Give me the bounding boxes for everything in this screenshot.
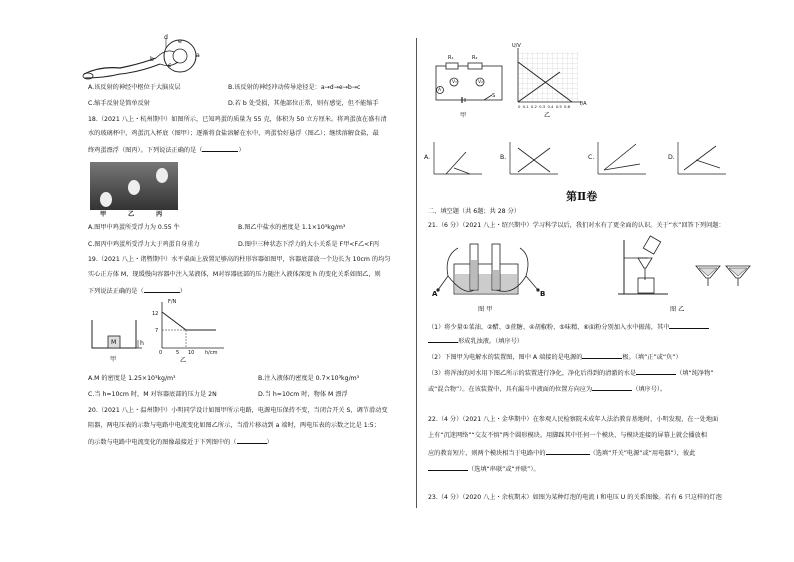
q17-option-d: D.若 b 处受损，其他部位正常，则有感觉，但不能缩手: [228, 100, 379, 107]
q19-line-3: [88, 286, 186, 296]
q17-option-a: A.该反射的神经中枢位于大脑皮层: [88, 84, 181, 91]
section-subtitle: 二、填空题（共 6题；共 28 分）: [428, 208, 520, 215]
q19-line-3-end: ）: [179, 288, 186, 295]
choice-graph-c: [596, 140, 648, 176]
q17-option-b: B.该反射的神经冲动传导途径是：a→d→e→b→c: [228, 84, 361, 91]
voltage-current-graph: [512, 48, 584, 110]
q21-blank-1[interactable]: [669, 322, 709, 329]
figure-caption-yi: 图 乙: [670, 306, 685, 313]
q21-part-1: [428, 322, 709, 332]
graph-ytick-7: 7: [155, 328, 159, 334]
egg-photo: [90, 162, 178, 210]
q22-line-2: 上有“沉迷网络”“交友不慎”两个圆形模块。用脚踩其中任何一个模块，与模块连接的屏幕上就会播放相: [428, 432, 707, 439]
electrolysis-figure: [434, 236, 544, 298]
q21-part-3-text: （3）将浑浊的河水用下图乙所示的装置进行净化，净化后得到的清澈的水是: [428, 370, 637, 377]
q20-answer-blank[interactable]: [237, 437, 267, 444]
q21-part-1-text: （1）将少量①菜油、②醋、③蔗糖、④胡椒粉、⑤味精、⑥面粉分别加入水中振荡，其中: [428, 324, 670, 331]
q21-blank-4[interactable]: [592, 384, 632, 391]
filtration-figure: [608, 236, 758, 298]
q21-part-1b: [428, 336, 523, 346]
q18-option-a: A.图甲中鸡蛋所受浮力为 0.55 牛: [88, 224, 180, 231]
q20-line-1: 20.（2021 八上・温州期中）小明同学设计如图甲所示电路，电源电压保持不变，当闭合开关 S，调节滑动变: [88, 407, 388, 414]
force-depth-graph: [156, 300, 226, 356]
q22-blank-2[interactable]: [428, 464, 468, 471]
egg-jia: [100, 192, 112, 207]
choice-label-a: A.: [424, 154, 431, 161]
q23-line-1: 23.（4 分）（2020 八上・余杭期末）如图为某种灯泡的电流 I 和电压 U 的关系图像。若有 6 只这样的灯泡: [428, 494, 722, 501]
uv-xtick-1: 0.1: [522, 104, 529, 109]
fig-label-e: e: [178, 38, 182, 45]
container-figure: [90, 318, 144, 352]
q22-line-4-end: （选填“串联”或“并联”）。: [468, 466, 540, 473]
uv-xtick-5: 0.5: [555, 104, 562, 109]
graph-xtick-5: 5: [176, 350, 180, 356]
q21-part-2-text: （2）下图甲为电解水的装置图，图中 A 端接的是电源的: [428, 354, 583, 361]
fig-label-d: d: [164, 34, 168, 41]
graph-xtick-10: 10: [188, 350, 195, 356]
uv-graph-ylabel: U/V: [512, 43, 521, 49]
right-column: [420, 0, 794, 562]
electrode-label-a: A: [432, 290, 438, 298]
uv-xtick-3: 0.3: [539, 104, 546, 109]
q20-line-3: [88, 437, 273, 447]
uv-xtick-6: 0.6: [563, 104, 571, 109]
q21-line-1: 21.（6 分）（2021 八上・绍兴期中）学习科学以后，我们对水有了更全面的认识。关于“水”回答下列问题：: [428, 222, 725, 229]
choice-label-b: B.: [500, 154, 507, 161]
electrode-label-b: B: [540, 290, 546, 298]
q19-option-d: D.当 h=10cm 时，物体 M 漂浮: [258, 391, 348, 398]
reflex-arc-figure: [80, 34, 200, 84]
q17-option-c: C.缩手反射是简单反射: [88, 100, 150, 107]
depth-label-h: h: [140, 340, 144, 347]
uv-graph-caption-yi: 乙: [544, 112, 551, 119]
q22-line-3-text: 应的教育短片，则两个模块相当于电路中的: [428, 450, 546, 457]
uv-xtick-0: 0: [518, 104, 521, 109]
q19-option-a: A.M 的密度是 1.25×10³kg/m³: [88, 375, 176, 382]
q22-blank-1[interactable]: [546, 448, 590, 455]
q18-line-1: 18.（2021 八上・杭州期中）如图所示，已知鸡蛋的质量为 55 克，体积为 50 立方厘米。将鸡蛋放在盛有清: [88, 116, 387, 123]
q18-option-c: C.图丙中鸡蛋所受浮力大于鸡蛋自身重力: [88, 241, 200, 248]
photo-label-bing: 丙: [156, 211, 163, 218]
circuit-label-s: S: [492, 93, 496, 99]
q18-line-3-text: 终鸡蛋漂浮（图丙）。下列说法正确的是（: [88, 147, 203, 154]
q21-part-3b: [428, 384, 666, 394]
graph-xtick-0: 0: [159, 350, 163, 356]
circuit-label-v1: V₁: [452, 80, 457, 85]
cube-label-m: M: [111, 339, 117, 346]
uv-xtick-2: 0.2: [530, 104, 537, 109]
choice-label-d: D.: [668, 154, 675, 161]
photo-label-yi: 乙: [128, 211, 135, 218]
q18-option-b: B.图乙中盐水的密度是 1.1×10³kg/m³: [238, 224, 346, 231]
q21-blank-2[interactable]: [582, 352, 622, 359]
q21-part-3-end: （填“纯净物”: [676, 370, 714, 377]
circuit-label-r2: R₂: [472, 55, 478, 61]
egg-yi: [128, 180, 140, 195]
uv-graph-xticks: [518, 103, 570, 111]
graph-caption-yi: 乙: [180, 357, 187, 364]
q18-answer-blank[interactable]: [202, 145, 238, 152]
q21-part-1b-text: 形成乳浊液。（填序号）: [458, 338, 523, 345]
choice-graph-b: [508, 140, 560, 176]
graph-ylabel: F/N: [168, 299, 177, 305]
section-title: 第Ⅱ卷: [566, 190, 598, 203]
container-caption-jia: 甲: [110, 356, 117, 363]
q19-line-3-text: 下列说法正确的是（: [88, 288, 144, 295]
q20-line-2: 阻器，两电压表的示数与电路中电流变化如图乙所示，当滑片移动到 a 端时，两电压表的示数之比是 1:5；: [88, 422, 380, 429]
q18-line-3: [88, 145, 245, 155]
choice-graph-d: [676, 140, 728, 176]
q22-line-3: [428, 448, 695, 458]
fig-label-b: b: [150, 56, 154, 63]
q19-line-1: 19.（2021 八上・诸暨期中）水平桌面上放置足够高的柱形容器如图甲，容器底部放一个边长为 10cm 的均匀: [88, 256, 391, 263]
uv-graph-xlabel: I/A: [580, 101, 587, 107]
figure-caption-jia: 图 甲: [478, 306, 493, 313]
q19-option-b: B.注入液体的密度是 0.7×10³kg/m³: [258, 375, 360, 382]
fig-label-c: c: [168, 62, 172, 69]
graph-xlabel: h/cm: [205, 350, 218, 356]
column-divider: [416, 38, 417, 508]
q22-line-4: [428, 464, 540, 474]
q21-part-2-end: 极。（填“正”或“负”）: [622, 354, 682, 361]
circuit-label-a: A: [438, 88, 442, 93]
q20-line-3-text: 的示数与电路中电流变化的图像最接近于下列图中的（: [88, 439, 237, 446]
choice-graph-a: [432, 140, 484, 176]
q18-option-d: D.图中三种状态下浮力的大小关系是 F甲<F乙<F丙: [238, 241, 380, 248]
q20-line-3-end: ）: [266, 439, 273, 446]
q22-line-1: 22.（4 分）（2021 八上・金华期中）在参观人民检察院未成年人法治教育基地时，小明发现，在一处地面: [428, 416, 719, 423]
graph-ytick-12: 12: [152, 311, 159, 317]
circuit-label-v2: V₂: [478, 80, 483, 85]
fig-label-a: a: [196, 52, 200, 59]
q21-part-3b-end: （填序号）。: [632, 386, 667, 393]
choice-label-c: C.: [588, 154, 595, 161]
q19-option-c: C.当 h=10cm 时，M 对容器底部的压力是 2N: [88, 391, 217, 398]
egg-bing: [156, 168, 168, 183]
q18-line-2: 水的玻璃杯中，鸡蛋沉入杯底（图甲）；逐渐将食盐溶解在水中，鸡蛋恰好悬浮（图乙）；继续溶解食盐，最: [88, 130, 379, 137]
q19-answer-blank[interactable]: [144, 286, 180, 293]
q21-part-2: [428, 352, 682, 362]
q21-blank-1-cont[interactable]: [428, 336, 458, 343]
q21-part-3: [428, 368, 713, 378]
q18-line-3-end: ）: [238, 147, 245, 154]
q22-line-3-end: （选填“开关”电源”或“用电器”），彼此: [589, 450, 696, 457]
uv-xtick-4: 0.4: [547, 104, 554, 109]
circuit-caption-jia: 甲: [460, 112, 467, 119]
circuit-label-r1: R₁: [448, 55, 454, 61]
photo-label-jia: 甲: [100, 211, 107, 218]
q19-line-2: 实心正方体 M，现缓慢向容器中注入某液体，M对容器底部的压力随注入液体深度 h 的变化关系如图乙，则: [88, 271, 381, 278]
q21-part-3b-text: 或“混合物”）。在该装置中，具有漏斗中液面的位置方向应为: [428, 386, 593, 393]
q21-blank-3[interactable]: [636, 368, 676, 375]
